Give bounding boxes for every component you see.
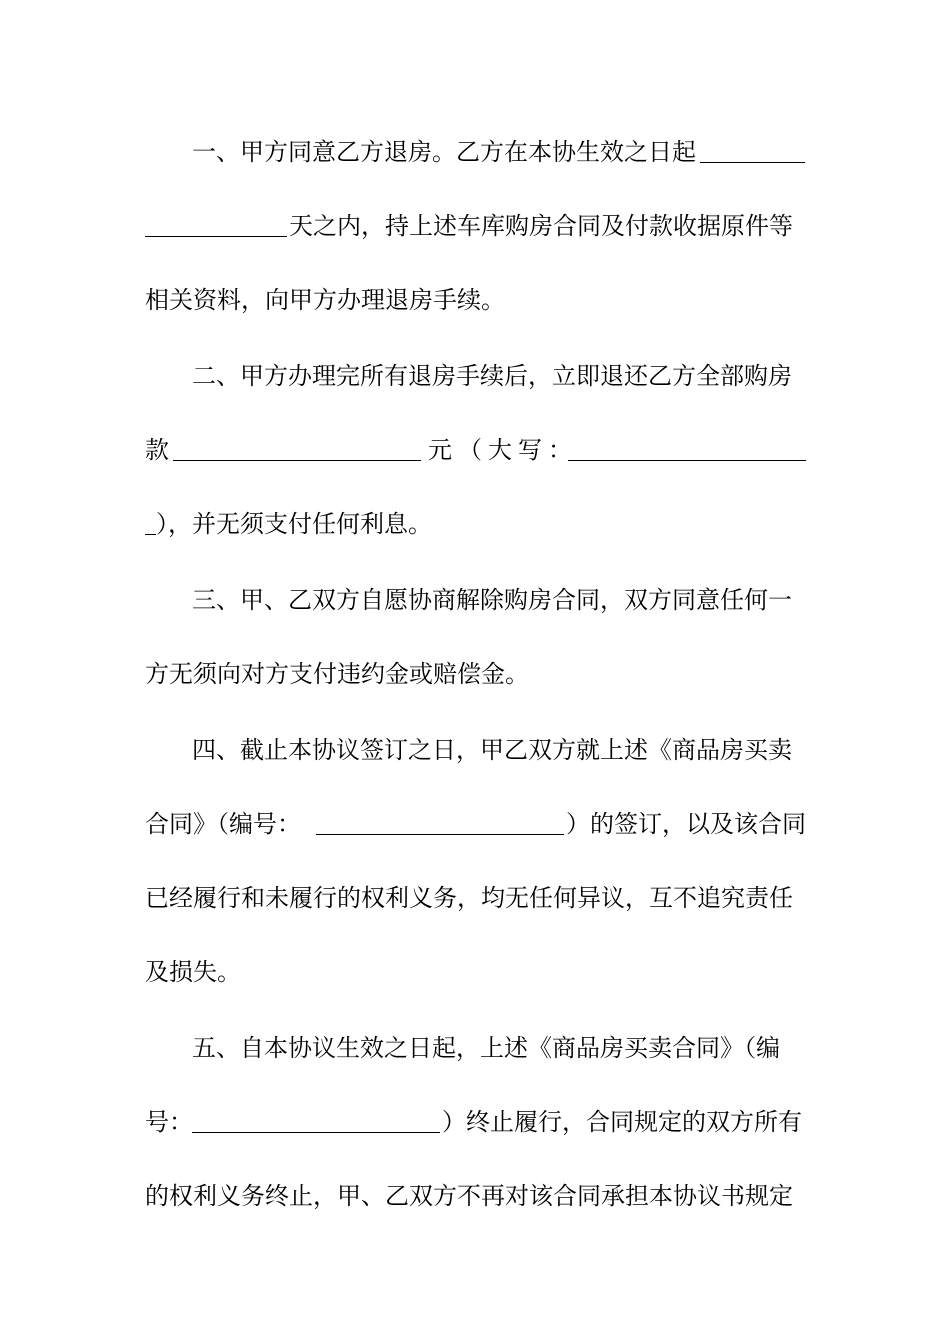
clause-4-text: 四、截止本协议签订之日，甲乙双方就上述《商品房买卖 xyxy=(192,736,792,764)
clause-2-kuan: 款 xyxy=(145,436,169,464)
clause-3-text: 三、甲、乙双方自愿协商解除购房合同，双方同意任何一 xyxy=(192,586,792,614)
clause-2-text: 二、甲方办理完所有退房手续后，立即退还乙方全部购房 xyxy=(192,362,792,390)
amount-words-blank xyxy=(568,460,806,461)
clause-2-daxie: 元（大写： xyxy=(428,436,578,464)
amount-words-blank-end xyxy=(145,534,156,535)
contract-number-blank-2 xyxy=(192,1132,440,1133)
clause-1-text-3: 相关资料，向甲方办理退房手续。 xyxy=(145,286,505,314)
clause-1-text-2: 天之内，持上述车库购房合同及付款收据原件等 xyxy=(289,212,793,240)
days-blank-part-1 xyxy=(700,162,805,163)
clause-5-text: 五、自本协议生效之日起，上述《商品房买卖合同》（编 xyxy=(192,1034,780,1062)
clause-1-text: 一、甲方同意乙方退房。乙方在本协生效之日起 xyxy=(192,138,696,166)
amount-blank xyxy=(173,460,421,461)
clause-5-number-label: 号： xyxy=(145,1108,193,1136)
clause-4-text-4: 及损失。 xyxy=(145,958,241,986)
clause-3-text-2: 方无须向对方支付违约金或赔偿金。 xyxy=(145,660,529,688)
clause-4-text-3: 已经履行和未履行的权利义务，均无任何异议，互不追究责任 xyxy=(145,884,793,912)
clause-5-text-3: 的权利义务终止，甲、乙双方不再对该合同承担本协议书规定 xyxy=(145,1182,793,1210)
contract-number-blank-1 xyxy=(316,834,564,835)
days-blank-part-2 xyxy=(145,236,287,237)
clause-2-text-3: ），并无须支付任何利息。 xyxy=(156,510,432,538)
clause-4-contract: 合同》（编号： xyxy=(145,810,301,838)
clause-4-text-2: ）的签订，以及该合同 xyxy=(566,810,806,838)
clause-5-text-2: ）终止履行，合同规定的双方所有 xyxy=(442,1108,802,1136)
